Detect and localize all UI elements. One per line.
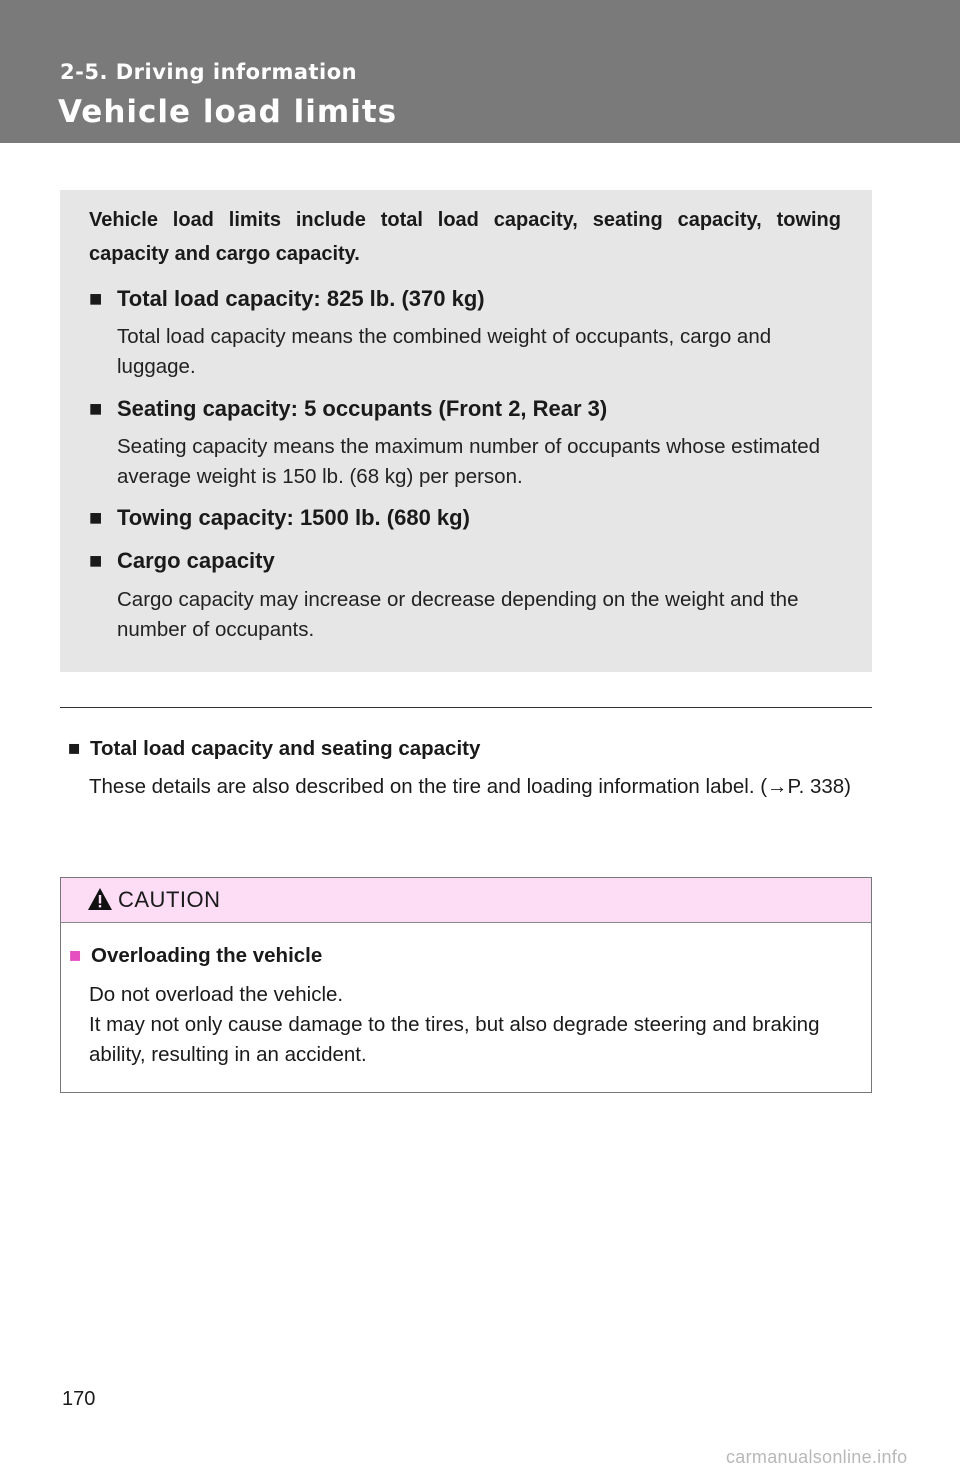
section-label: 2-5. Driving information xyxy=(60,60,358,84)
watermark: carmanualsonline.info xyxy=(726,1447,908,1467)
caution-line: Do not overload the vehicle. xyxy=(89,983,344,1006)
caution-line: It may not only cause damage to the tires, but also degrade steering and braking ability, resulting in an accident. xyxy=(89,1013,820,1066)
summary-intro: Vehicle load limits include total load capacity, seating capacity, towing capacity and cargo capacity. xyxy=(89,209,841,265)
section-divider xyxy=(60,707,872,708)
item-heading-text: Cargo capacity xyxy=(117,548,275,573)
caution-text xyxy=(89,980,867,1070)
item-heading-text: Towing capacity: 1500 lb. (680 kg) xyxy=(117,505,470,530)
caution-title: CAUTION xyxy=(118,887,221,912)
warning-triangle-icon xyxy=(87,887,113,911)
square-bullet-icon: ■ xyxy=(69,944,82,967)
square-bullet-icon: ■ xyxy=(89,505,103,530)
note-heading xyxy=(68,737,480,761)
caution-box xyxy=(60,877,872,1093)
item-description-total-load: Total load capacity means the combined weight of occupants, cargo and luggage. xyxy=(117,325,772,378)
item-heading-total-load xyxy=(89,286,485,312)
square-bullet-icon: ■ xyxy=(89,286,103,311)
item-heading-towing xyxy=(89,505,470,531)
item-heading-cargo xyxy=(89,548,275,574)
note-body: These details are also described on the tire and loading information label. (→P. 338) xyxy=(89,775,851,798)
item-description-seating: Seating capacity means the maximum number of occupants whose estimated average weight is 150 lb. (68 kg) per person. xyxy=(117,435,821,488)
caution-heading xyxy=(69,944,322,968)
item-heading-text: Seating capacity: 5 occupants (Front 2, Rear 3) xyxy=(117,396,608,421)
item-description-cargo: Cargo capacity may increase or decrease depending on the weight and the number of occupants. xyxy=(117,588,799,641)
chapter-header xyxy=(0,0,960,143)
page-title: Vehicle load limits xyxy=(58,94,398,130)
item-heading-seating xyxy=(89,396,607,422)
note-heading-text: Total load capacity and seating capacity xyxy=(90,737,481,760)
square-bullet-icon: ■ xyxy=(68,737,81,760)
square-bullet-icon: ■ xyxy=(89,548,103,573)
square-bullet-icon: ■ xyxy=(89,396,103,421)
item-heading-text: Total load capacity: 825 lb. (370 kg) xyxy=(117,286,485,311)
page-number: 170 xyxy=(62,1388,96,1410)
caution-header-bar xyxy=(61,878,871,923)
caution-heading-text: Overloading the vehicle xyxy=(91,944,323,967)
